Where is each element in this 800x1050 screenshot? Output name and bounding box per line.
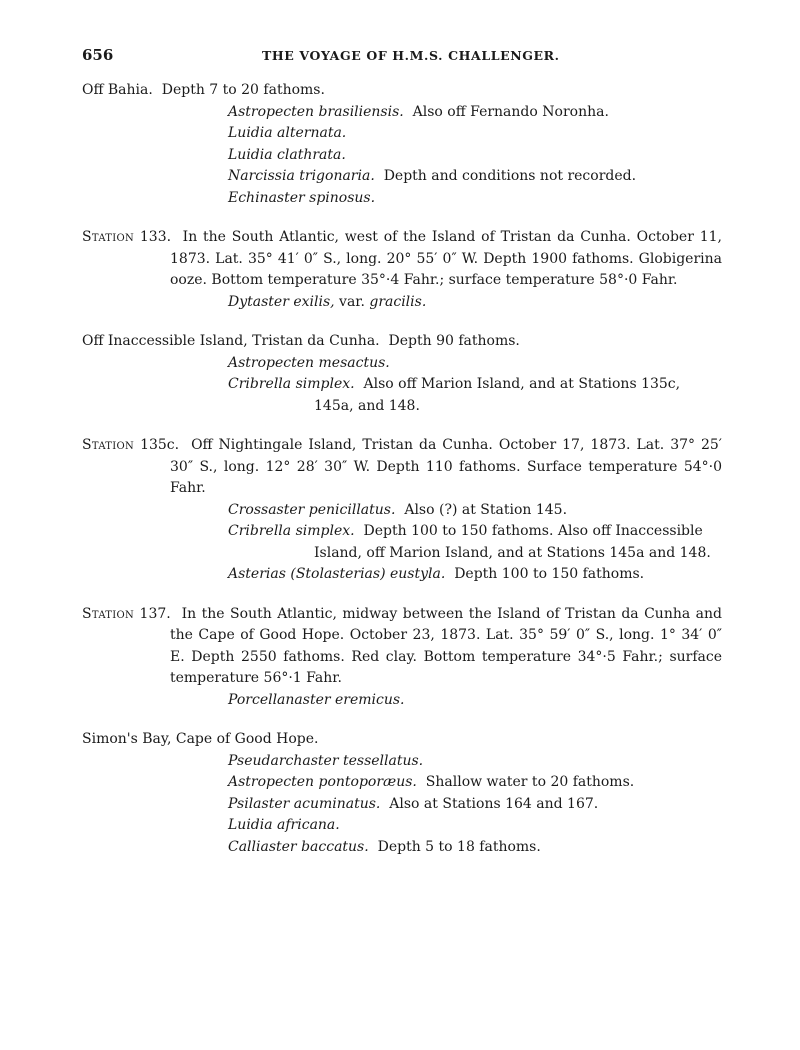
station-number: 135c.: [140, 437, 180, 453]
species-note: Also at Stations 164 and 167.: [389, 795, 599, 812]
species-item: [228, 690, 722, 712]
locality-depth: Depth 7 to 20 fathoms.: [161, 82, 325, 98]
species-item: [228, 772, 722, 794]
species-name: Luidia alternata.: [228, 125, 347, 141]
station-description: [82, 227, 722, 292]
species-item: [228, 123, 722, 145]
species-name: Luidia africana.: [228, 817, 340, 833]
species-item: [228, 353, 722, 375]
species-name: Cribrella simplex.: [228, 523, 355, 539]
species-name: Crossaster penicillatus.: [228, 501, 396, 518]
species-item: [228, 837, 722, 859]
locality-entry: [82, 80, 722, 209]
species-list: [82, 751, 722, 859]
species-list: [82, 292, 722, 314]
species-item: [228, 292, 722, 314]
locality-heading: [82, 80, 722, 102]
locality-entry: [82, 729, 722, 858]
species-name: Psilaster acuminatus.: [228, 795, 381, 812]
species-note: Also off Marion Island, and at Stations 135c, 145a, and 148.: [314, 376, 681, 414]
species-list: [82, 500, 722, 586]
locality-depth: Depth 90 fathoms.: [388, 333, 520, 349]
species-item: [228, 145, 722, 167]
species-note: Depth and conditions not recorded.: [383, 168, 637, 184]
species-name: Asterias (Stolasterias) eustyla.: [228, 566, 446, 582]
locality-name: Simon's Bay, Cape of Good Hope.: [82, 731, 319, 747]
page-number: 656: [82, 46, 114, 64]
station-label: Station: [82, 437, 135, 453]
species-item: [228, 374, 722, 417]
species-item: [228, 188, 722, 210]
page-body: [82, 80, 722, 858]
locality-heading: [82, 729, 722, 751]
species-item: [228, 815, 722, 837]
species-item: [228, 564, 722, 586]
station-number: 137.: [139, 605, 171, 622]
species-list: [82, 102, 722, 210]
species-note: Shallow water to 20 fathoms.: [425, 774, 635, 790]
species-variety: gracilis.: [369, 293, 427, 310]
species-note: Depth 100 to 150 fathoms. Also off Inaccessible Island, off Marion Island, and at Stations 145a and 148.: [314, 523, 711, 561]
species-item: [228, 102, 722, 124]
species-note: var.: [339, 293, 370, 310]
species-name: Pseudarchaster tessellatus.: [228, 752, 424, 769]
station-details: Off Nightingale Island, Tristan da Cunha. October 17, 1873. Lat. 37° 25′ 30″ S., long. 12° 28′ 30″ W. Depth 110 fathoms. Surface temperature 54°·0 Fahr.: [170, 437, 722, 496]
station-label: Station: [82, 605, 135, 622]
station-details: In the South Atlantic, west of the Island of Tristan da Cunha. October 11, 1873. Lat. 35° 41′ 0″ S., long. 20° 55′ 0″ W. Depth 1900 fathoms. Globigerina ooze. Bottom temperature 35°·4 Fahr.; surface temperature 58°·0 Fahr.: [170, 229, 722, 288]
species-note: Depth 5 to 18 fathoms.: [377, 838, 541, 855]
station-description: [82, 435, 722, 500]
species-item: [228, 521, 722, 564]
station-label: Station: [82, 229, 135, 245]
station-entry: [82, 604, 722, 712]
station-details: In the South Atlantic, midway between the Island of Tristan da Cunha and the Cape of Good Hope. October 23, 1873. Lat. 35° 59′ 0″ S., long. 1° 34′ 0″ E. Depth 2550 fathoms. Red clay. Bottom temperature 34°·5 Fahr.; surface temperature 56°·1 Fahr.: [170, 605, 722, 686]
station-entry: [82, 435, 722, 586]
locality-name: Off Bahia.: [82, 82, 153, 98]
station-description: [82, 604, 722, 690]
species-note: Also off Fernando Noronha.: [412, 103, 609, 120]
station-number: 133.: [139, 229, 172, 245]
locality-entry: [82, 331, 722, 417]
species-name: Echinaster spinosus.: [228, 189, 376, 206]
species-note: Also (?) at Station 145.: [404, 501, 568, 518]
species-list: [82, 690, 722, 712]
species-name: Porcellanaster eremicus.: [228, 691, 405, 708]
species-name: Astropecten mesactus.: [228, 354, 390, 371]
running-title: THE VOYAGE OF H.M.S. CHALLENGER.: [262, 48, 560, 63]
species-name: Astropecten brasiliensis.: [228, 103, 404, 120]
species-name: Cribrella simplex.: [228, 376, 355, 392]
species-item: [228, 166, 722, 188]
species-item: [228, 794, 722, 816]
species-name: Dytaster exilis,: [228, 293, 335, 310]
species-name: Calliaster baccatus.: [228, 838, 369, 855]
species-item: [228, 500, 722, 522]
species-note: Depth 100 to 150 fathoms.: [454, 566, 645, 582]
species-item: [228, 751, 722, 773]
species-list: [82, 353, 722, 418]
species-name: Narcissia trigonaria.: [228, 168, 375, 184]
station-entry: [82, 227, 722, 313]
locality-name: Off Inaccessible Island, Tristan da Cunha.: [82, 333, 380, 349]
species-name: Luidia clathrata.: [228, 146, 346, 163]
locality-heading: [82, 331, 722, 353]
species-name: Astropecten pontoporæus.: [228, 774, 417, 790]
page-header: [82, 46, 722, 68]
